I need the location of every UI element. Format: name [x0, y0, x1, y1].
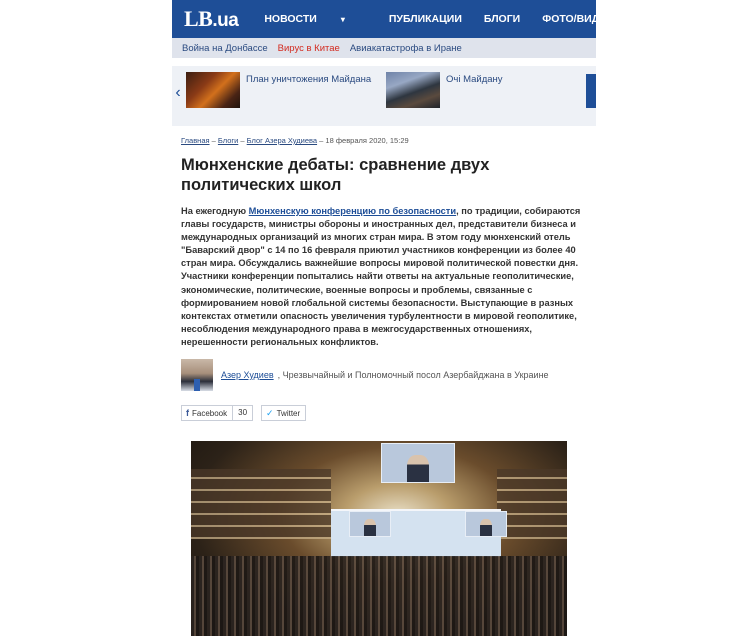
- topic-link[interactable]: Война на Донбассе: [182, 42, 268, 54]
- photo-speaker: [407, 455, 429, 482]
- chevron-down-icon: ▾: [340, 15, 345, 24]
- main-nav: [264, 13, 636, 25]
- photo-carousel: [172, 66, 596, 126]
- photo-big-screen: [381, 443, 455, 483]
- logo-suffix: .ua: [212, 10, 239, 31]
- article-lead: [181, 205, 586, 349]
- breadcrumb-sep: –: [211, 136, 216, 145]
- author-block: [181, 359, 596, 391]
- carousel-caption: План уничтожения Майдана: [246, 74, 372, 85]
- lead-link[interactable]: Мюнхенскую конференцию по безопасности: [248, 206, 457, 216]
- avatar-detail: [194, 379, 200, 391]
- topic-link-hot[interactable]: Вирус в Китае: [277, 42, 340, 54]
- top-bar: [172, 0, 615, 38]
- author-role: , Чрезвычайный и Полномочный посол Азербайджана в Украине: [277, 370, 549, 381]
- twitter-icon: ✓: [266, 407, 274, 418]
- twitter-label: Twitter: [276, 408, 301, 418]
- nav-publications[interactable]: ПУБЛИКАЦИИ: [388, 13, 462, 25]
- facebook-count: 30: [232, 406, 252, 420]
- breadcrumb-blog[interactable]: Блог Азера Худиева: [246, 136, 318, 145]
- breadcrumb: [181, 136, 596, 145]
- logo-main: LB: [184, 6, 213, 31]
- photo-side-screen: [465, 511, 507, 537]
- breadcrumb-sep: –: [240, 136, 245, 145]
- twitter-share-button[interactable]: [261, 405, 306, 421]
- page: [172, 0, 615, 636]
- photo-balcony-right: [497, 469, 567, 539]
- breadcrumb-sep: –: [319, 136, 324, 145]
- nav-news[interactable]: [264, 13, 367, 25]
- publish-date: 18 февраля 2020, 15:29: [325, 136, 409, 145]
- carousel-thumbnail: [386, 72, 440, 108]
- breadcrumb-blogs[interactable]: Блоги: [217, 136, 239, 145]
- article-photo[interactable]: [191, 441, 567, 636]
- carousel-caption: Очі Майдану: [446, 74, 503, 85]
- nav-photo-video[interactable]: ФОТО/ВИДЕО: [542, 13, 615, 25]
- photo-balcony-left: [191, 469, 331, 539]
- author-name[interactable]: Азер Худиев: [221, 370, 274, 381]
- facebook-label: Facebook: [192, 408, 228, 418]
- carousel-thumbnail: [186, 72, 240, 108]
- carousel-card[interactable]: [186, 72, 371, 108]
- photo-speaker: [480, 519, 492, 536]
- breadcrumb-home[interactable]: Главная: [181, 136, 210, 145]
- facebook-icon: f: [186, 408, 189, 419]
- carousel-card[interactable]: [386, 72, 503, 108]
- nav-blogs[interactable]: БЛОГИ: [483, 13, 521, 25]
- lead-text: , по традиции, собираются главы государств, министры обороны и иностранных дел, представители бизнеса и международных организаций из многих стран мира. В этом году мюнхенский отель "Баварский двор" с 14 по 16 февраля приютил участников конференции из более 40 стран мира. Обсуждались важнейшие вопросы мировой политической повестки дня. Участники конференции попытались найти ответы на актуальные геополитические, экономические, политические, военные вопросы и проблемы, связанные с формированием новой глобальной системы безопасности. Выступающие в разных контекстах отметили опасность увеличения турбулентности в мировой геополитике, несоблюдения международного права в межгосударственных отношениях, нерешенности региональных конфликтов.: [181, 206, 581, 347]
- photo-speaker: [364, 519, 376, 536]
- share-buttons: [181, 405, 596, 421]
- carousel-next-card-edge[interactable]: [586, 74, 596, 108]
- page-title: Мюнхенские дебаты: сравнение двух политических школ: [181, 156, 490, 194]
- chevron-left-icon[interactable]: ‹: [175, 84, 181, 101]
- facebook-share-button[interactable]: [181, 405, 253, 421]
- site-logo[interactable]: [184, 6, 238, 32]
- lead-text: На ежегодную: [181, 206, 249, 216]
- topic-link[interactable]: Авиакатастрофа в Иране: [349, 42, 462, 54]
- nav-news-label: НОВОСТИ: [264, 13, 317, 25]
- avatar[interactable]: [181, 359, 213, 391]
- photo-audience: [191, 556, 567, 636]
- topics-bar: [172, 38, 596, 58]
- photo-side-screen: [349, 511, 391, 537]
